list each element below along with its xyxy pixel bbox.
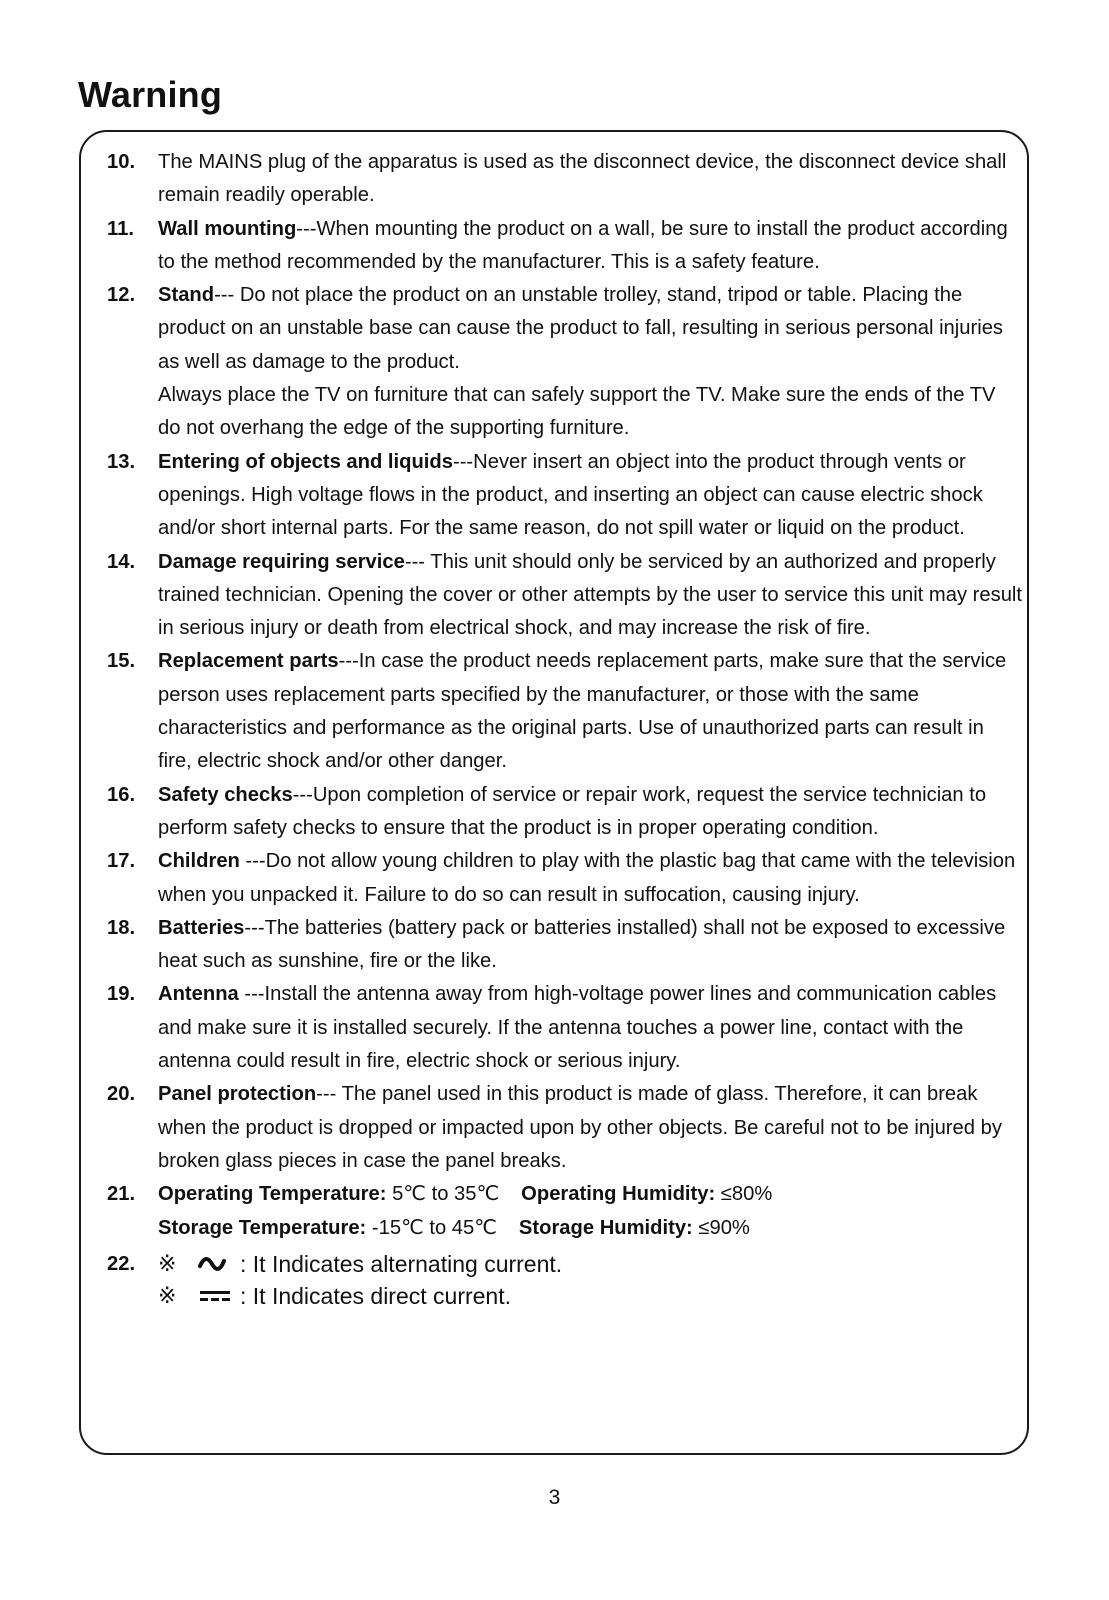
item-text: ---When mounting the product on a wall, be sure to install the product according to the method recommended by the manufacturer. This is a safety feature. [158,217,1008,273]
item-number: 11. [107,217,134,240]
storage-temperature-value: -15℃ to 45℃ [366,1216,497,1239]
item-lead: Stand [158,284,215,307]
storage-humidity-value: ≤90% [692,1216,750,1239]
list-item [107,978,1022,1078]
item-lead: Damage requiring service [158,550,405,573]
warning-list [107,146,1022,1312]
item-text: ---Install the antenna away from high-voltage power lines and communication cables and make sure it is installed securely. If the antenna touches a power line, contact with the antenna could result in fire, electric shock or serious injury. [158,983,997,1073]
item-number: 12. [107,284,136,307]
item-number: 20. [107,1083,136,1106]
page-title: Warning [78,74,223,115]
item-text: ---In case the product needs replacement parts, make sure that the service person uses replacement parts specified by the manufacturer, or those with the same characteristics and performance as the original parts. Use of unauthorized parts can result in fire, electric shock and/or other danger. [158,650,1007,773]
item-number: 10. [107,151,136,173]
item-text: ---Upon completion of service or repair work, request the service technician to perform safety checks to ensure that the product is in proper operating condition. [158,783,987,839]
list-item [107,279,1022,445]
dc-legend-text: : It Indicates direct current. [240,1282,512,1309]
list-item [107,845,1022,912]
item-number: 18. [107,916,136,939]
item-text: --- This unit should only be serviced by an authorized and properly trained technician. Opening the cover or other attempts by the user to service this unit may result in serious injury or death from electrical shock, and may increase the risk of fire. [158,550,1023,640]
item-number: 15. [107,650,136,673]
reference-mark: ※ [158,1250,177,1276]
item-text: The MAINS plug of the apparatus is used as the disconnect device, the disconnect device shall remain readily operable. [158,151,1007,207]
reference-mark: ※ [158,1282,177,1308]
item-text: ---Do not allow young children to play with the plastic bag that came with the television when you unpacked it. Failure to do so can result in suffocation, causing injury. [158,850,1016,906]
item-text: --- The panel used in this product is made of glass. Therefore, it can break when the product is dropped or impacted upon by other objects. Be careful not to be injured by broken glass pieces in case the panel breaks. [158,1083,1002,1172]
item-lead: Batteries [158,916,245,939]
page-number: 3 [548,1486,561,1509]
item-lead: Children [158,850,240,873]
list-item [107,779,1022,846]
ac-legend-text: : It Indicates alternating current. [240,1250,563,1277]
list-item [107,645,1022,778]
item-number: 22. [107,1252,136,1275]
item-number: 19. [107,983,136,1006]
item-number: 21. [107,1183,136,1206]
item-lead: Wall mounting [158,217,297,240]
alternating-current-icon [198,1253,234,1275]
item-number: 17. [107,850,136,873]
item-lead: Entering of objects and liquids [158,450,453,473]
item-extra-text: Always place the TV on furniture that can safely support the TV. Make sure the ends of the TV do not overhang the edge of the supporting furniture. [158,384,996,440]
operating-humidity-label: Operating Humidity: [521,1183,716,1206]
storage-temperature-label: Storage Temperature: [158,1216,367,1239]
item-lead: Antenna [158,983,239,1006]
list-item [107,446,1022,546]
ac-legend-line [158,1248,1022,1280]
item-text: --- Do not place the product on an unstable trolley, stand, tripod or table. Placing the product on an unstable base can cause the product to fall, resulting in serious personal injuries as well as damage to the product. [158,284,1004,373]
item-lead: Safety checks [158,783,293,806]
storage-humidity-label: Storage Humidity: [518,1216,693,1239]
list-item [107,146,1022,213]
direct-current-icon [198,1285,234,1307]
operating-humidity-value: ≤80% [715,1183,773,1206]
item-text: ---The batteries (battery pack or batteries installed) shall not be exposed to excessive heat such as sunshine, fire or the like. [158,916,1006,973]
item-number: 13. [107,450,136,473]
item-number: 16. [107,783,136,806]
operating-temperature-value: 5℃ to 35℃ [386,1183,500,1206]
item-text: ---Never insert an object into the product through vents or openings. High voltage flows in the product, and inserting an object can cause electric shock and/or short internal parts. For the same reason, do not spill water or liquid on the product. [158,450,983,540]
operating-temperature-label: Operating Temperature: [158,1183,387,1206]
list-item [107,1078,1022,1178]
symbol-legend [107,1248,1022,1312]
list-item [107,912,1022,979]
list-item [107,546,1022,646]
item-lead: Panel protection [158,1083,317,1106]
item-lead: Replacement parts [158,650,339,673]
dc-legend-line [158,1280,1022,1312]
item-number: 14. [107,550,136,573]
environment-specs [107,1178,1022,1245]
list-item [107,213,1022,280]
